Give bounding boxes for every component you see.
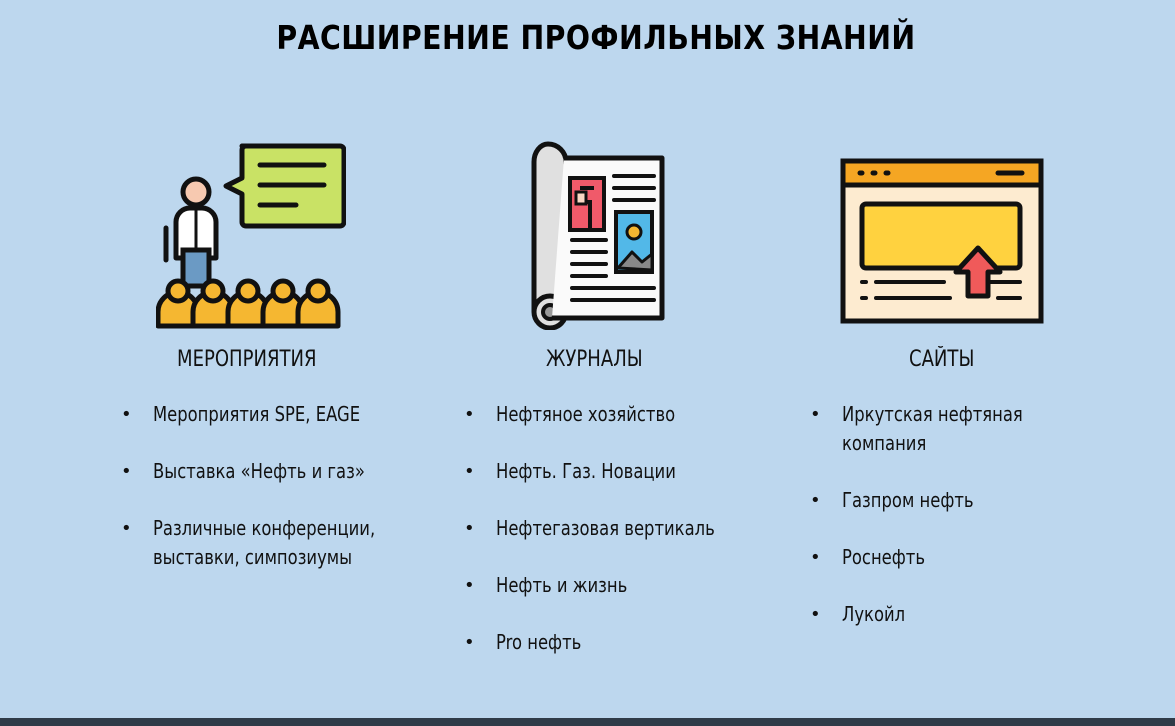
list-item: • Иркутская нефтяная компания [810, 402, 1023, 455]
list-item: • Лукойл [810, 602, 906, 626]
list-item: • Нефтегазовая вертикаль [464, 516, 715, 540]
website-browser-icon [840, 158, 1044, 324]
bottom-bar [0, 718, 1175, 726]
list-item: • Нефть. Газ. Новации [464, 459, 676, 483]
list-item: • Нефтяное хозяйство [464, 402, 676, 426]
list-item: • Pro нефть [464, 630, 582, 654]
column-heading-magazines: ЖУРНАЛЫ [546, 347, 643, 372]
list-item: • Мероприятия SPE, EAGE [121, 402, 361, 426]
list-item: • Нефть и жизнь [464, 573, 628, 597]
magazine-icon [524, 140, 666, 330]
events-list [121, 400, 424, 572]
list-item: • Различные конференции, выставки, симпозиумы [121, 516, 376, 569]
list-item: • Роснефть [810, 545, 925, 569]
magazines-list [464, 400, 763, 657]
list-item: • Выставка «Нефть и газ» [121, 459, 365, 483]
column-heading-events: МЕРОПРИЯТИЯ [177, 347, 317, 372]
websites-list [810, 400, 1062, 629]
column-heading-websites: САЙТЫ [909, 347, 975, 372]
presenter-audience-icon [156, 140, 346, 330]
page-title: РАСШИРЕНИЕ ПРОФИЛЬНЫХ ЗНАНИЙ [276, 18, 916, 57]
list-item: • Газпром нефть [810, 488, 974, 512]
